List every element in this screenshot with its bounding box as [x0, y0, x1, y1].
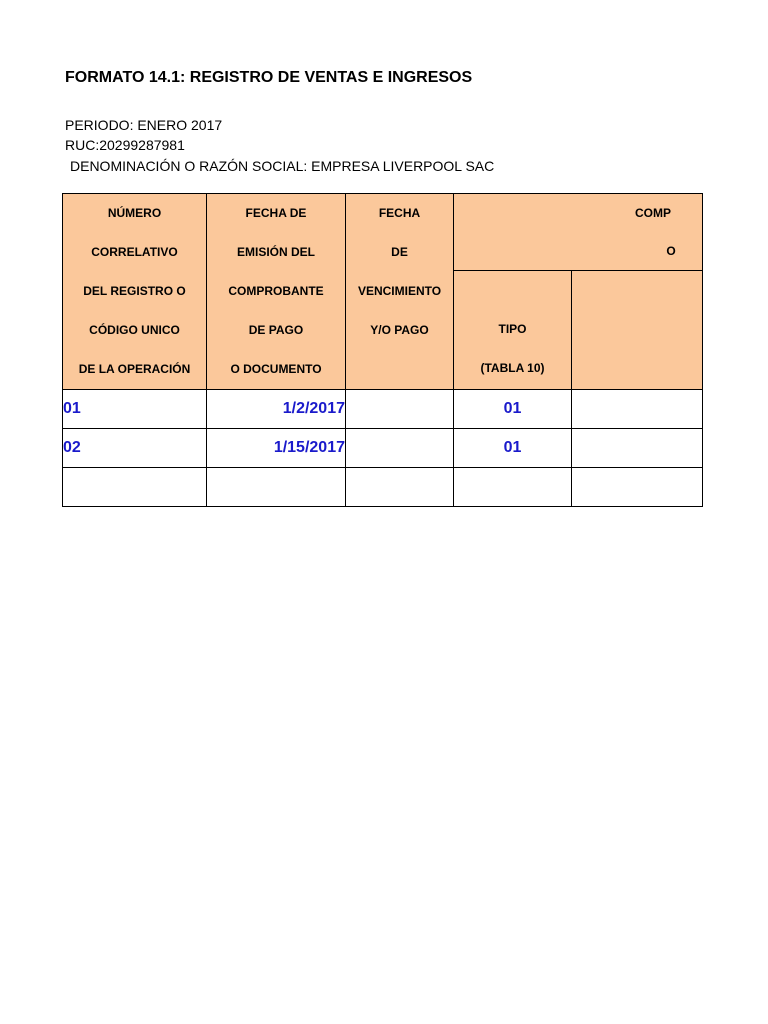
- header-line: DE PAGO: [248, 323, 304, 337]
- header-line: TIPO: [498, 322, 527, 337]
- header-line: COMP: [635, 206, 671, 220]
- document-title: FORMATO 14.1: REGISTRO DE VENTAS E INGRESOS: [65, 69, 473, 86]
- table-row: [63, 429, 703, 468]
- cell-fecha-emision[interactable]: 1/15/2017: [207, 429, 346, 468]
- header-line: CORRELATIVO: [91, 245, 178, 259]
- cell-numero[interactable]: 01: [63, 390, 207, 429]
- ruc-line: RUC:20299287981: [65, 137, 185, 153]
- header-line: O: [666, 244, 676, 258]
- cell-numero[interactable]: 02: [63, 429, 207, 468]
- cell-fecha-vencimiento[interactable]: [346, 429, 454, 468]
- header-fecha-emision: [207, 194, 346, 390]
- razon-social-line: DENOMINACIÓN O RAZÓN SOCIAL: EMPRESA LIVERPOOL SAC: [70, 158, 495, 174]
- registro-table-viewport[interactable]: [62, 193, 676, 505]
- header-line: NÚMERO: [107, 206, 162, 220]
- header-serie: [572, 271, 703, 390]
- cell-fecha-vencimiento[interactable]: [346, 390, 454, 429]
- header-numero-correlativo: [63, 194, 207, 390]
- header-line: FECHA DE: [245, 206, 307, 220]
- cell-tipo[interactable]: [454, 468, 572, 507]
- table-row: [63, 390, 703, 429]
- header-fecha-vencimiento: [346, 194, 454, 390]
- header-tipo: [454, 271, 572, 390]
- cell-fecha-emision[interactable]: [207, 468, 346, 507]
- header-line: CÓDIGO UNICO: [89, 323, 180, 337]
- cell-numero[interactable]: [63, 468, 207, 507]
- cell-serie[interactable]: [572, 390, 703, 429]
- header-comprobante: [454, 194, 703, 271]
- table-row: [63, 468, 703, 507]
- periodo-line: PERIODO: ENERO 2017: [65, 117, 223, 133]
- registro-table: [62, 193, 703, 507]
- cell-tipo[interactable]: 01: [454, 390, 572, 429]
- header-line: Y/O PAGO: [370, 323, 429, 337]
- header-line: [454, 271, 571, 310]
- header-line: DE: [391, 245, 408, 259]
- header-line: VENCIMIENTO: [357, 284, 442, 298]
- header-line: EMISIÓN DEL: [236, 245, 315, 259]
- header-line: O DOCUMENTO: [230, 362, 322, 376]
- cell-fecha-vencimiento[interactable]: [346, 468, 454, 507]
- cell-serie[interactable]: [572, 429, 703, 468]
- header-line: FECHA: [378, 206, 421, 220]
- cell-tipo[interactable]: 01: [454, 429, 572, 468]
- cell-serie[interactable]: [572, 468, 703, 507]
- cell-fecha-emision[interactable]: 1/2/2017: [207, 390, 346, 429]
- header-line: (TABLA 10): [480, 361, 545, 376]
- header-line: DE LA OPERACIÓN: [78, 362, 191, 376]
- header-line: DEL REGISTRO O: [83, 284, 186, 298]
- header-line: COMPROBANTE: [228, 284, 324, 298]
